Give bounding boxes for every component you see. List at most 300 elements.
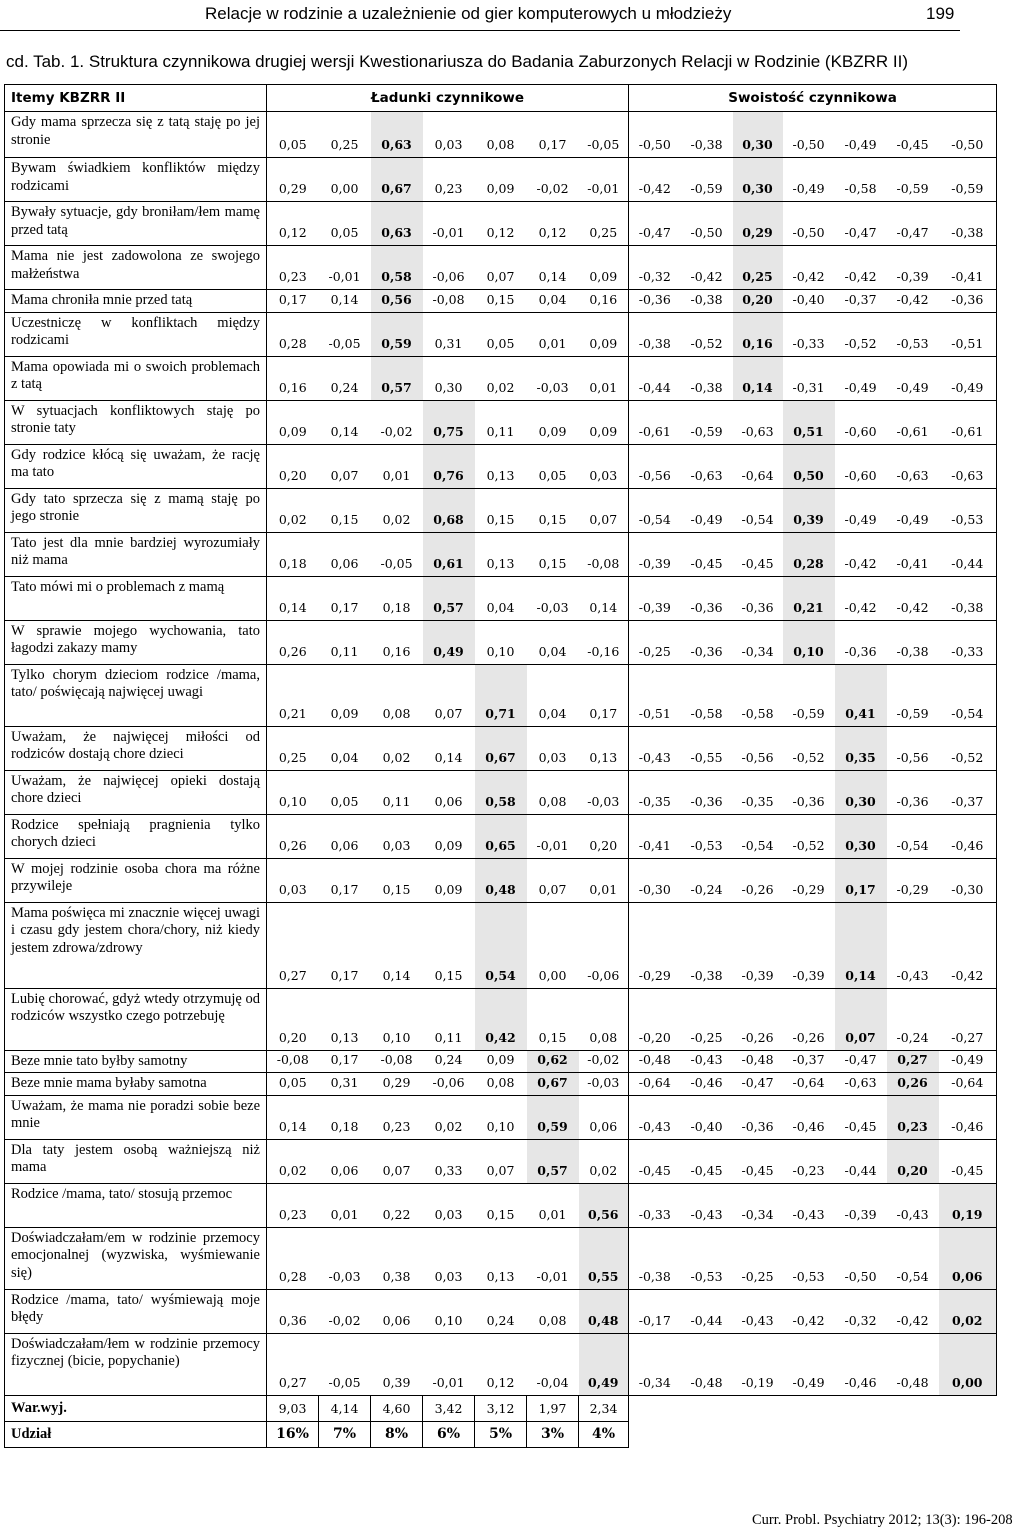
loading-value: 0,14 bbox=[527, 246, 579, 290]
specificity-value: -0,30 bbox=[629, 858, 681, 902]
specificity-value: -0,49 bbox=[783, 1333, 835, 1395]
specificity-value: -0,60 bbox=[835, 400, 887, 444]
specificity-value: -0,37 bbox=[835, 290, 887, 313]
loading-value: 0,11 bbox=[423, 988, 475, 1050]
loading-value: 0,49 bbox=[579, 1333, 629, 1395]
loading-value: 0,16 bbox=[371, 620, 423, 664]
specificity-value: -0,63 bbox=[733, 400, 783, 444]
specificity-value: -0,45 bbox=[887, 112, 939, 158]
loading-value: 0,38 bbox=[371, 1227, 423, 1289]
specificity-value: -0,54 bbox=[733, 814, 783, 858]
table-row bbox=[5, 1139, 997, 1183]
specificity-value: -0,60 bbox=[835, 444, 887, 488]
specificity-value: -0,46 bbox=[681, 1073, 733, 1096]
specificity-value: -0,52 bbox=[939, 726, 997, 770]
loading-value: 0,07 bbox=[475, 246, 527, 290]
loading-value: 0,10 bbox=[475, 620, 527, 664]
loading-value: 0,67 bbox=[475, 726, 527, 770]
loading-value: 0,09 bbox=[579, 312, 629, 356]
specificity-value: -0,38 bbox=[939, 202, 997, 246]
loading-value: 0,04 bbox=[527, 620, 579, 664]
specificity-value: -0,33 bbox=[629, 1183, 681, 1227]
loading-value: -0,03 bbox=[579, 1073, 629, 1096]
summary-row bbox=[5, 1421, 997, 1447]
loading-value: -0,06 bbox=[423, 1073, 475, 1096]
specificity-value: -0,47 bbox=[733, 1073, 783, 1096]
item-label: Rodzice spełniają pragnienia tylko chorych dzieci bbox=[5, 814, 267, 858]
specificity-value: -0,45 bbox=[681, 1139, 733, 1183]
loading-value: 0,58 bbox=[371, 246, 423, 290]
specificity-value: -0,59 bbox=[681, 158, 733, 202]
specificity-value: -0,54 bbox=[733, 488, 783, 532]
specificity-value: 0,27 bbox=[887, 1050, 939, 1073]
table-row bbox=[5, 988, 997, 1050]
summary-value: 7% bbox=[319, 1421, 371, 1447]
specificity-value: -0,59 bbox=[939, 158, 997, 202]
table-row bbox=[5, 1227, 997, 1289]
loading-value: 0,07 bbox=[371, 1139, 423, 1183]
table-row bbox=[5, 1095, 997, 1139]
loading-value: -0,08 bbox=[423, 290, 475, 313]
loading-value: 0,03 bbox=[527, 726, 579, 770]
specificity-value: -0,45 bbox=[733, 1139, 783, 1183]
specificity-value: -0,64 bbox=[939, 1073, 997, 1096]
specificity-value: -0,46 bbox=[835, 1333, 887, 1395]
item-label: Rodzice /mama, tato/ stosują przemoc bbox=[5, 1183, 267, 1227]
item-label: Mama opowiada mi o swoich problemach z tatą bbox=[5, 356, 267, 400]
specificity-value: -0,38 bbox=[629, 1227, 681, 1289]
loading-value: 0,15 bbox=[371, 858, 423, 902]
specificity-value: -0,47 bbox=[835, 1050, 887, 1073]
loading-value: 0,12 bbox=[475, 202, 527, 246]
loading-value: 0,23 bbox=[267, 246, 319, 290]
loading-value: 0,17 bbox=[319, 576, 371, 620]
table-row bbox=[5, 202, 997, 246]
specificity-value: 0,41 bbox=[835, 664, 887, 726]
loading-value: 0,06 bbox=[319, 1139, 371, 1183]
loading-value: 0,21 bbox=[267, 664, 319, 726]
specificity-value: -0,61 bbox=[629, 400, 681, 444]
specificity-value: -0,64 bbox=[733, 444, 783, 488]
loading-value: 0,12 bbox=[475, 1333, 527, 1395]
loading-value: 0,07 bbox=[423, 664, 475, 726]
specificity-value: -0,36 bbox=[681, 620, 733, 664]
table-row bbox=[5, 158, 997, 202]
loading-value: 0,02 bbox=[579, 1139, 629, 1183]
factor-table bbox=[4, 84, 997, 1448]
loading-value: 0,02 bbox=[371, 726, 423, 770]
specificity-value: -0,46 bbox=[783, 1095, 835, 1139]
specificity-value: -0,32 bbox=[835, 1289, 887, 1333]
summary-value: 2,34 bbox=[579, 1395, 629, 1421]
loading-value: 0,48 bbox=[475, 858, 527, 902]
table-row bbox=[5, 664, 997, 726]
specificity-value: -0,63 bbox=[835, 1073, 887, 1096]
loading-value: 0,09 bbox=[579, 246, 629, 290]
loading-value: 0,05 bbox=[267, 112, 319, 158]
table-row bbox=[5, 770, 997, 814]
summary-value: 4,60 bbox=[371, 1395, 423, 1421]
specificity-value: -0,58 bbox=[681, 664, 733, 726]
specificity-value: -0,50 bbox=[939, 112, 997, 158]
loading-value: 0,59 bbox=[371, 312, 423, 356]
specificity-value: -0,44 bbox=[681, 1289, 733, 1333]
loading-value: 0,14 bbox=[267, 576, 319, 620]
loading-value: 0,07 bbox=[579, 488, 629, 532]
table-row bbox=[5, 400, 997, 444]
specificity-value: -0,58 bbox=[835, 158, 887, 202]
table-row bbox=[5, 1183, 997, 1227]
loading-value: 0,17 bbox=[319, 858, 371, 902]
loading-value: 0,20 bbox=[579, 814, 629, 858]
header-items: Itemy KBZRR II bbox=[5, 85, 267, 112]
loading-value: 0,01 bbox=[579, 858, 629, 902]
specificity-value: 0,17 bbox=[835, 858, 887, 902]
specificity-value: -0,36 bbox=[733, 1095, 783, 1139]
loading-value: 0,17 bbox=[267, 290, 319, 313]
specificity-value: -0,53 bbox=[681, 1227, 733, 1289]
loading-value: 0,65 bbox=[475, 814, 527, 858]
specificity-value: -0,38 bbox=[681, 902, 733, 988]
specificity-value: -0,42 bbox=[835, 576, 887, 620]
loading-value: -0,03 bbox=[527, 356, 579, 400]
loading-value: 0,49 bbox=[423, 620, 475, 664]
loading-value: -0,05 bbox=[319, 1333, 371, 1395]
specificity-value: -0,32 bbox=[629, 246, 681, 290]
loading-value: -0,06 bbox=[423, 246, 475, 290]
loading-value: 0,31 bbox=[423, 312, 475, 356]
loading-value: 0,68 bbox=[423, 488, 475, 532]
specificity-value: -0,29 bbox=[887, 858, 939, 902]
specificity-value: -0,53 bbox=[939, 488, 997, 532]
table-row bbox=[5, 858, 997, 902]
loading-value: 0,06 bbox=[579, 1095, 629, 1139]
specificity-value: -0,24 bbox=[887, 988, 939, 1050]
loading-value: 0,24 bbox=[319, 356, 371, 400]
specificity-value: -0,47 bbox=[835, 202, 887, 246]
loading-value: 0,03 bbox=[371, 814, 423, 858]
item-label: Tylko chorym dzieciom rodzice /mama, tato/ poświęcają najwięcej uwagi bbox=[5, 664, 267, 726]
loading-value: 0,09 bbox=[579, 400, 629, 444]
header-loadings: Ładunki czynnikowe bbox=[267, 85, 629, 112]
loading-value: 0,01 bbox=[527, 1183, 579, 1227]
specificity-value: 0,30 bbox=[733, 112, 783, 158]
specificity-value: -0,56 bbox=[733, 726, 783, 770]
specificity-value: -0,53 bbox=[783, 1227, 835, 1289]
summary-label: War.wyj. bbox=[5, 1395, 267, 1421]
loading-value: -0,02 bbox=[371, 400, 423, 444]
loading-value: 0,27 bbox=[267, 902, 319, 988]
summary-value: 4% bbox=[579, 1421, 629, 1447]
specificity-value: -0,47 bbox=[887, 202, 939, 246]
specificity-value: -0,35 bbox=[629, 770, 681, 814]
loading-value: 0,23 bbox=[267, 1183, 319, 1227]
loading-value: 0,16 bbox=[267, 356, 319, 400]
item-label: W mojej rodzinie osoba chora ma różne przywileje bbox=[5, 858, 267, 902]
loading-value: 0,25 bbox=[579, 202, 629, 246]
loading-value: 0,04 bbox=[527, 664, 579, 726]
summary-value: 4,14 bbox=[319, 1395, 371, 1421]
loading-value: 0,63 bbox=[371, 202, 423, 246]
loading-value: -0,08 bbox=[371, 1050, 423, 1073]
summary-row bbox=[5, 1395, 997, 1421]
summary-value: 5% bbox=[475, 1421, 527, 1447]
specificity-value: -0,43 bbox=[887, 902, 939, 988]
specificity-value: -0,49 bbox=[939, 1050, 997, 1073]
specificity-value: -0,42 bbox=[681, 246, 733, 290]
loading-value: 0,09 bbox=[475, 1050, 527, 1073]
item-label: W sytuacjach konfliktowych staję po stronie taty bbox=[5, 400, 267, 444]
specificity-value: -0,54 bbox=[887, 1227, 939, 1289]
item-label: Dla taty jestem osobą ważniejszą niż mama bbox=[5, 1139, 267, 1183]
loading-value: 0,05 bbox=[475, 312, 527, 356]
loading-value: 0,10 bbox=[371, 988, 423, 1050]
item-label: Mama nie jest zadowolona ze swojego małżeństwa bbox=[5, 246, 267, 290]
specificity-value: -0,39 bbox=[835, 1183, 887, 1227]
specificity-value: -0,36 bbox=[681, 576, 733, 620]
item-label: Tato jest dla mnie bardziej wyrozumiały niż mama bbox=[5, 532, 267, 576]
loading-value: 0,55 bbox=[579, 1227, 629, 1289]
loading-value: 0,03 bbox=[267, 858, 319, 902]
specificity-value: 0,39 bbox=[783, 488, 835, 532]
loading-value: 0,58 bbox=[475, 770, 527, 814]
table-header-row bbox=[5, 85, 997, 112]
specificity-value: -0,54 bbox=[939, 664, 997, 726]
loading-value: 0,08 bbox=[475, 1073, 527, 1096]
loading-value: 0,11 bbox=[475, 400, 527, 444]
loading-value: 0,09 bbox=[423, 814, 475, 858]
specificity-value: -0,36 bbox=[681, 770, 733, 814]
specificity-value: -0,42 bbox=[835, 246, 887, 290]
specificity-value: -0,54 bbox=[887, 814, 939, 858]
loading-value: 0,03 bbox=[423, 1183, 475, 1227]
summary-blank bbox=[629, 1395, 997, 1421]
specificity-value: -0,52 bbox=[835, 312, 887, 356]
specificity-value: 0,02 bbox=[939, 1289, 997, 1333]
table-row bbox=[5, 814, 997, 858]
specificity-value: -0,52 bbox=[783, 726, 835, 770]
specificity-value: -0,45 bbox=[939, 1139, 997, 1183]
specificity-value: 0,20 bbox=[887, 1139, 939, 1183]
specificity-value: -0,23 bbox=[783, 1139, 835, 1183]
specificity-value: -0,38 bbox=[629, 312, 681, 356]
specificity-value: -0,45 bbox=[629, 1139, 681, 1183]
journal-reference: Curr. Probl. Psychiatry 2012; 13(3): 196-208 bbox=[752, 1512, 1013, 1528]
loading-value: -0,05 bbox=[579, 112, 629, 158]
specificity-value: -0,63 bbox=[681, 444, 733, 488]
specificity-value: -0,59 bbox=[887, 664, 939, 726]
loading-value: 0,31 bbox=[319, 1073, 371, 1096]
loading-value: 0,15 bbox=[475, 1183, 527, 1227]
specificity-value: -0,36 bbox=[733, 576, 783, 620]
specificity-value: -0,36 bbox=[939, 290, 997, 313]
loading-value: 0,01 bbox=[527, 312, 579, 356]
loading-value: 0,04 bbox=[319, 726, 371, 770]
specificity-value: -0,39 bbox=[733, 902, 783, 988]
specificity-value: 0,28 bbox=[783, 532, 835, 576]
specificity-value: -0,40 bbox=[783, 290, 835, 313]
specificity-value: -0,34 bbox=[733, 620, 783, 664]
specificity-value: -0,41 bbox=[629, 814, 681, 858]
loading-value: 0,03 bbox=[423, 112, 475, 158]
summary-value: 6% bbox=[423, 1421, 475, 1447]
specificity-value: -0,51 bbox=[629, 664, 681, 726]
loading-value: 0,05 bbox=[267, 1073, 319, 1096]
specificity-value: -0,36 bbox=[783, 770, 835, 814]
loading-value: 0,17 bbox=[527, 112, 579, 158]
loading-value: -0,01 bbox=[527, 1227, 579, 1289]
specificity-value: -0,24 bbox=[681, 858, 733, 902]
loading-value: 0,15 bbox=[527, 532, 579, 576]
loading-value: -0,16 bbox=[579, 620, 629, 664]
loading-value: 0,01 bbox=[579, 356, 629, 400]
specificity-value: 0,00 bbox=[939, 1333, 997, 1395]
loading-value: 0,26 bbox=[267, 814, 319, 858]
specificity-value: -0,52 bbox=[783, 814, 835, 858]
specificity-value: -0,43 bbox=[681, 1183, 733, 1227]
table-row bbox=[5, 1289, 997, 1333]
specificity-value: -0,53 bbox=[681, 814, 733, 858]
specificity-value: -0,17 bbox=[629, 1289, 681, 1333]
specificity-value: 0,25 bbox=[733, 246, 783, 290]
loading-value: 0,23 bbox=[423, 158, 475, 202]
loading-value: 0,02 bbox=[371, 488, 423, 532]
specificity-value: -0,59 bbox=[681, 400, 733, 444]
loading-value: 0,16 bbox=[579, 290, 629, 313]
specificity-value: -0,37 bbox=[939, 770, 997, 814]
loading-value: 0,61 bbox=[423, 532, 475, 576]
loading-value: -0,05 bbox=[319, 312, 371, 356]
loading-value: 0,08 bbox=[475, 112, 527, 158]
loading-value: 0,20 bbox=[267, 988, 319, 1050]
item-label: Gdy mama sprzecza się z tatą staję po jej stronie bbox=[5, 112, 267, 158]
loading-value: 0,57 bbox=[371, 356, 423, 400]
loading-value: -0,05 bbox=[371, 532, 423, 576]
loading-value: 0,15 bbox=[527, 988, 579, 1050]
loading-value: 0,67 bbox=[527, 1073, 579, 1096]
specificity-value: -0,36 bbox=[835, 620, 887, 664]
specificity-value: 0,30 bbox=[835, 770, 887, 814]
specificity-value: -0,43 bbox=[887, 1183, 939, 1227]
specificity-value: -0,42 bbox=[835, 532, 887, 576]
item-label: Mama chroniła mnie przed tatą bbox=[5, 290, 267, 313]
loading-value: 0,07 bbox=[319, 444, 371, 488]
specificity-value: -0,49 bbox=[835, 488, 887, 532]
table-row bbox=[5, 312, 997, 356]
loading-value: 0,20 bbox=[267, 444, 319, 488]
specificity-value: -0,38 bbox=[939, 576, 997, 620]
table-row bbox=[5, 488, 997, 532]
loading-value: 0,27 bbox=[267, 1333, 319, 1395]
loading-value: 0,14 bbox=[267, 1095, 319, 1139]
specificity-value: 0,20 bbox=[733, 290, 783, 313]
table-row bbox=[5, 444, 997, 488]
specificity-value: -0,39 bbox=[887, 246, 939, 290]
loading-value: 0,14 bbox=[319, 290, 371, 313]
specificity-value: -0,50 bbox=[629, 112, 681, 158]
specificity-value: -0,43 bbox=[629, 1095, 681, 1139]
specificity-value: -0,64 bbox=[629, 1073, 681, 1096]
specificity-value: -0,25 bbox=[681, 988, 733, 1050]
specificity-value: -0,43 bbox=[629, 726, 681, 770]
specificity-value: 0,50 bbox=[783, 444, 835, 488]
loading-value: 0,02 bbox=[475, 356, 527, 400]
table-row bbox=[5, 532, 997, 576]
specificity-value: 0,16 bbox=[733, 312, 783, 356]
loading-value: 0,42 bbox=[475, 988, 527, 1050]
specificity-value: -0,48 bbox=[681, 1333, 733, 1395]
loading-value: 0,09 bbox=[267, 400, 319, 444]
specificity-value: -0,39 bbox=[629, 576, 681, 620]
specificity-value: 0,21 bbox=[783, 576, 835, 620]
loading-value: -0,02 bbox=[319, 1289, 371, 1333]
specificity-value: 0,14 bbox=[835, 902, 887, 988]
table-row bbox=[5, 1333, 997, 1395]
specificity-value: -0,25 bbox=[733, 1227, 783, 1289]
loading-value: 0,63 bbox=[371, 112, 423, 158]
loading-value: 0,02 bbox=[423, 1095, 475, 1139]
loading-value: 0,12 bbox=[267, 202, 319, 246]
specificity-value: -0,48 bbox=[887, 1333, 939, 1395]
loading-value: 0,18 bbox=[319, 1095, 371, 1139]
summary-value: 3% bbox=[527, 1421, 579, 1447]
summary-blank bbox=[629, 1421, 997, 1447]
specificity-value: -0,50 bbox=[681, 202, 733, 246]
loading-value: 0,07 bbox=[475, 1139, 527, 1183]
loading-value: 0,28 bbox=[267, 312, 319, 356]
loading-value: -0,04 bbox=[527, 1333, 579, 1395]
loading-value: 0,14 bbox=[579, 576, 629, 620]
specificity-value: -0,50 bbox=[783, 202, 835, 246]
specificity-value: -0,26 bbox=[783, 988, 835, 1050]
specificity-value: -0,42 bbox=[887, 290, 939, 313]
specificity-value: -0,51 bbox=[939, 312, 997, 356]
loading-value: 0,06 bbox=[319, 532, 371, 576]
specificity-value: -0,55 bbox=[681, 726, 733, 770]
loading-value: 0,48 bbox=[579, 1289, 629, 1333]
loading-value: 0,09 bbox=[423, 858, 475, 902]
loading-value: 0,10 bbox=[423, 1289, 475, 1333]
loading-value: 0,09 bbox=[475, 158, 527, 202]
item-label: Gdy rodzice kłócą się uważam, że rację ma tato bbox=[5, 444, 267, 488]
specificity-value: -0,59 bbox=[887, 158, 939, 202]
specificity-value: -0,38 bbox=[681, 112, 733, 158]
specificity-value: -0,42 bbox=[887, 576, 939, 620]
specificity-value: 0,30 bbox=[733, 158, 783, 202]
specificity-value: -0,38 bbox=[681, 290, 733, 313]
specificity-value: -0,52 bbox=[681, 312, 733, 356]
loading-value: -0,03 bbox=[527, 576, 579, 620]
loading-value: 0,05 bbox=[527, 444, 579, 488]
specificity-value: -0,44 bbox=[939, 532, 997, 576]
running-title: Relacje w rodzinie a uzależnienie od gier komputerowych u młodzieży bbox=[205, 4, 732, 23]
specificity-value: -0,61 bbox=[887, 400, 939, 444]
loading-value: 0,00 bbox=[319, 158, 371, 202]
item-label: Rodzice /mama, tato/ wyśmiewają moje błędy bbox=[5, 1289, 267, 1333]
loading-value: 0,06 bbox=[319, 814, 371, 858]
specificity-value: -0,42 bbox=[783, 246, 835, 290]
specificity-value: -0,48 bbox=[733, 1050, 783, 1073]
loading-value: 0,09 bbox=[319, 664, 371, 726]
loading-value: -0,02 bbox=[579, 1050, 629, 1073]
loading-value: 0,15 bbox=[475, 290, 527, 313]
specificity-value: -0,59 bbox=[783, 664, 835, 726]
loading-value: 0,57 bbox=[423, 576, 475, 620]
specificity-value: -0,64 bbox=[783, 1073, 835, 1096]
specificity-value: -0,43 bbox=[733, 1289, 783, 1333]
specificity-value: -0,38 bbox=[681, 356, 733, 400]
table-row bbox=[5, 112, 997, 158]
